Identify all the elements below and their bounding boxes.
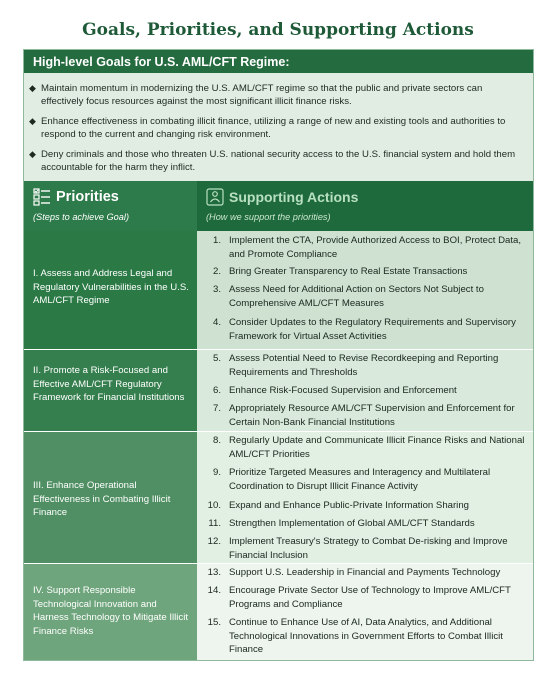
goal-item	[29, 148, 521, 174]
goal-text: Enhance effectiveness in combating illicit finance, utilizing a range of new and existing tools and authorities to respond to the current and changing risk environment.	[41, 116, 506, 140]
action-number: 3.	[212, 284, 221, 295]
priority-cell	[24, 563, 197, 660]
priority-label: I. Assess and Address Legal and Regulatory Vulnerabilities in the U.S. AML/CFT Regime	[33, 268, 189, 306]
action-number: 9.	[212, 467, 221, 478]
action-text: Implement the CTA, Provide Authorized Access to BOI, Protect Data, and Promote Compliance	[229, 235, 522, 260]
action-number: 11.	[208, 518, 221, 529]
row-divider	[24, 349, 533, 350]
priority-label: IV. Support Responsible Technological Innovation and Harness Technology to Mitigate Illicit Finance Risks	[33, 585, 188, 637]
action-number: 4.	[212, 317, 221, 328]
bullet-icon: ◆	[29, 83, 36, 93]
priorities-header	[24, 181, 197, 231]
actions-heading: Supporting Actions	[229, 189, 359, 205]
goal-item	[29, 82, 521, 108]
goals-list	[24, 73, 533, 181]
action-number: 8.	[212, 435, 221, 446]
priorities-heading: Priorities	[56, 189, 119, 205]
actions-cell	[197, 231, 533, 349]
action-text: Enhance Risk-Focused Supervision and Enforcement	[229, 385, 457, 396]
action-text: Consider Updates to the Regulatory Requirements and Supervisory Framework for Virtual Asset Activities	[229, 317, 516, 342]
action-text: Expand and Enhance Public-Private Information Sharing	[229, 500, 469, 511]
actions-cell	[197, 431, 533, 563]
priorities-subheading: (Steps to achieve Goal)	[33, 212, 130, 222]
action-number: 5.	[212, 353, 221, 364]
action-text: Bring Greater Transparency to Real Estate Transactions	[229, 266, 468, 277]
action-text: Regularly Update and Communicate Illicit Finance Risks and National AML/CFT Priorities	[229, 435, 525, 460]
priority-label: III. Enhance Operational Effectiveness in Combating Illicit Finance	[33, 480, 171, 518]
page-title: Goals, Priorities, and Supporting Actions	[82, 20, 474, 40]
goal-text: Maintain momentum in modernizing the U.S. AML/CFT regime so that the public and private sectors can effectively focus resources against the most significant illicit finance risks.	[41, 83, 483, 107]
action-number: 1.	[212, 235, 221, 246]
priority-cell	[24, 349, 197, 431]
action-number: 6.	[212, 385, 221, 396]
action-number: 2.	[212, 266, 221, 277]
action-number: 15.	[207, 617, 221, 628]
actions-header	[197, 181, 533, 231]
action-number: 12.	[207, 536, 221, 547]
actions-cell	[197, 563, 533, 660]
action-text: Encourage Private Sector Use of Technology to Improve AML/CFT Programs and Compliance	[229, 585, 511, 610]
goal-text: Deny criminals and those who threaten U.S. national security access to the U.S. financial system and hold them accountable for the harm they inflict.	[41, 149, 516, 173]
bullet-icon: ◆	[29, 149, 36, 159]
goals-table	[23, 49, 534, 661]
goals-heading: High-level Goals for U.S. AML/CFT Regime:	[24, 50, 533, 73]
actions-cell	[197, 349, 533, 431]
action-text: Prioritize Targeted Measures and Interagency and Multilateral Coordination to Disrupt Illicit Finance Activity	[229, 467, 491, 492]
row-divider	[24, 563, 533, 564]
row-divider	[24, 431, 533, 432]
priority-cell	[24, 431, 197, 563]
people-support-icon	[206, 188, 224, 206]
priority-label: II. Promote a Risk-Focused and Effective AML/CFT Regulatory Framework for Financial Institutions	[33, 365, 185, 403]
action-number: 14.	[207, 585, 221, 596]
priority-cell	[24, 231, 197, 349]
action-text: Strengthen Implementation of Global AML/CFT Standards	[229, 518, 475, 529]
actions-subheading: (How we support the priorities)	[206, 212, 331, 222]
goal-item	[29, 115, 521, 141]
checklist-icon	[33, 188, 51, 206]
action-text: Implement Treasury's Strategy to Combat De-risking and Improve Financial Inclusion	[229, 536, 508, 561]
action-text: Assess Need for Additional Action on Sectors Not Subject to Comprehensive AML/CFT Measures	[229, 284, 484, 309]
bullet-icon: ◆	[29, 116, 36, 126]
action-number: 7.	[212, 403, 221, 414]
action-text: Support U.S. Leadership in Financial and Payments Technology	[229, 567, 501, 578]
action-text: Assess Potential Need to Revise Recordkeeping and Reporting Requirements and Thresholds	[229, 353, 499, 378]
action-text: Continue to Enhance Use of AI, Data Analytics, and Additional Technological Innovations in Government Efforts to Combat Illicit Finance	[229, 617, 503, 655]
action-number: 13.	[207, 567, 221, 578]
action-text: Appropriately Resource AML/CFT Supervision and Enforcement for Certain Non-Bank Financial Institutions	[229, 403, 515, 428]
action-number: 10.	[207, 500, 221, 511]
